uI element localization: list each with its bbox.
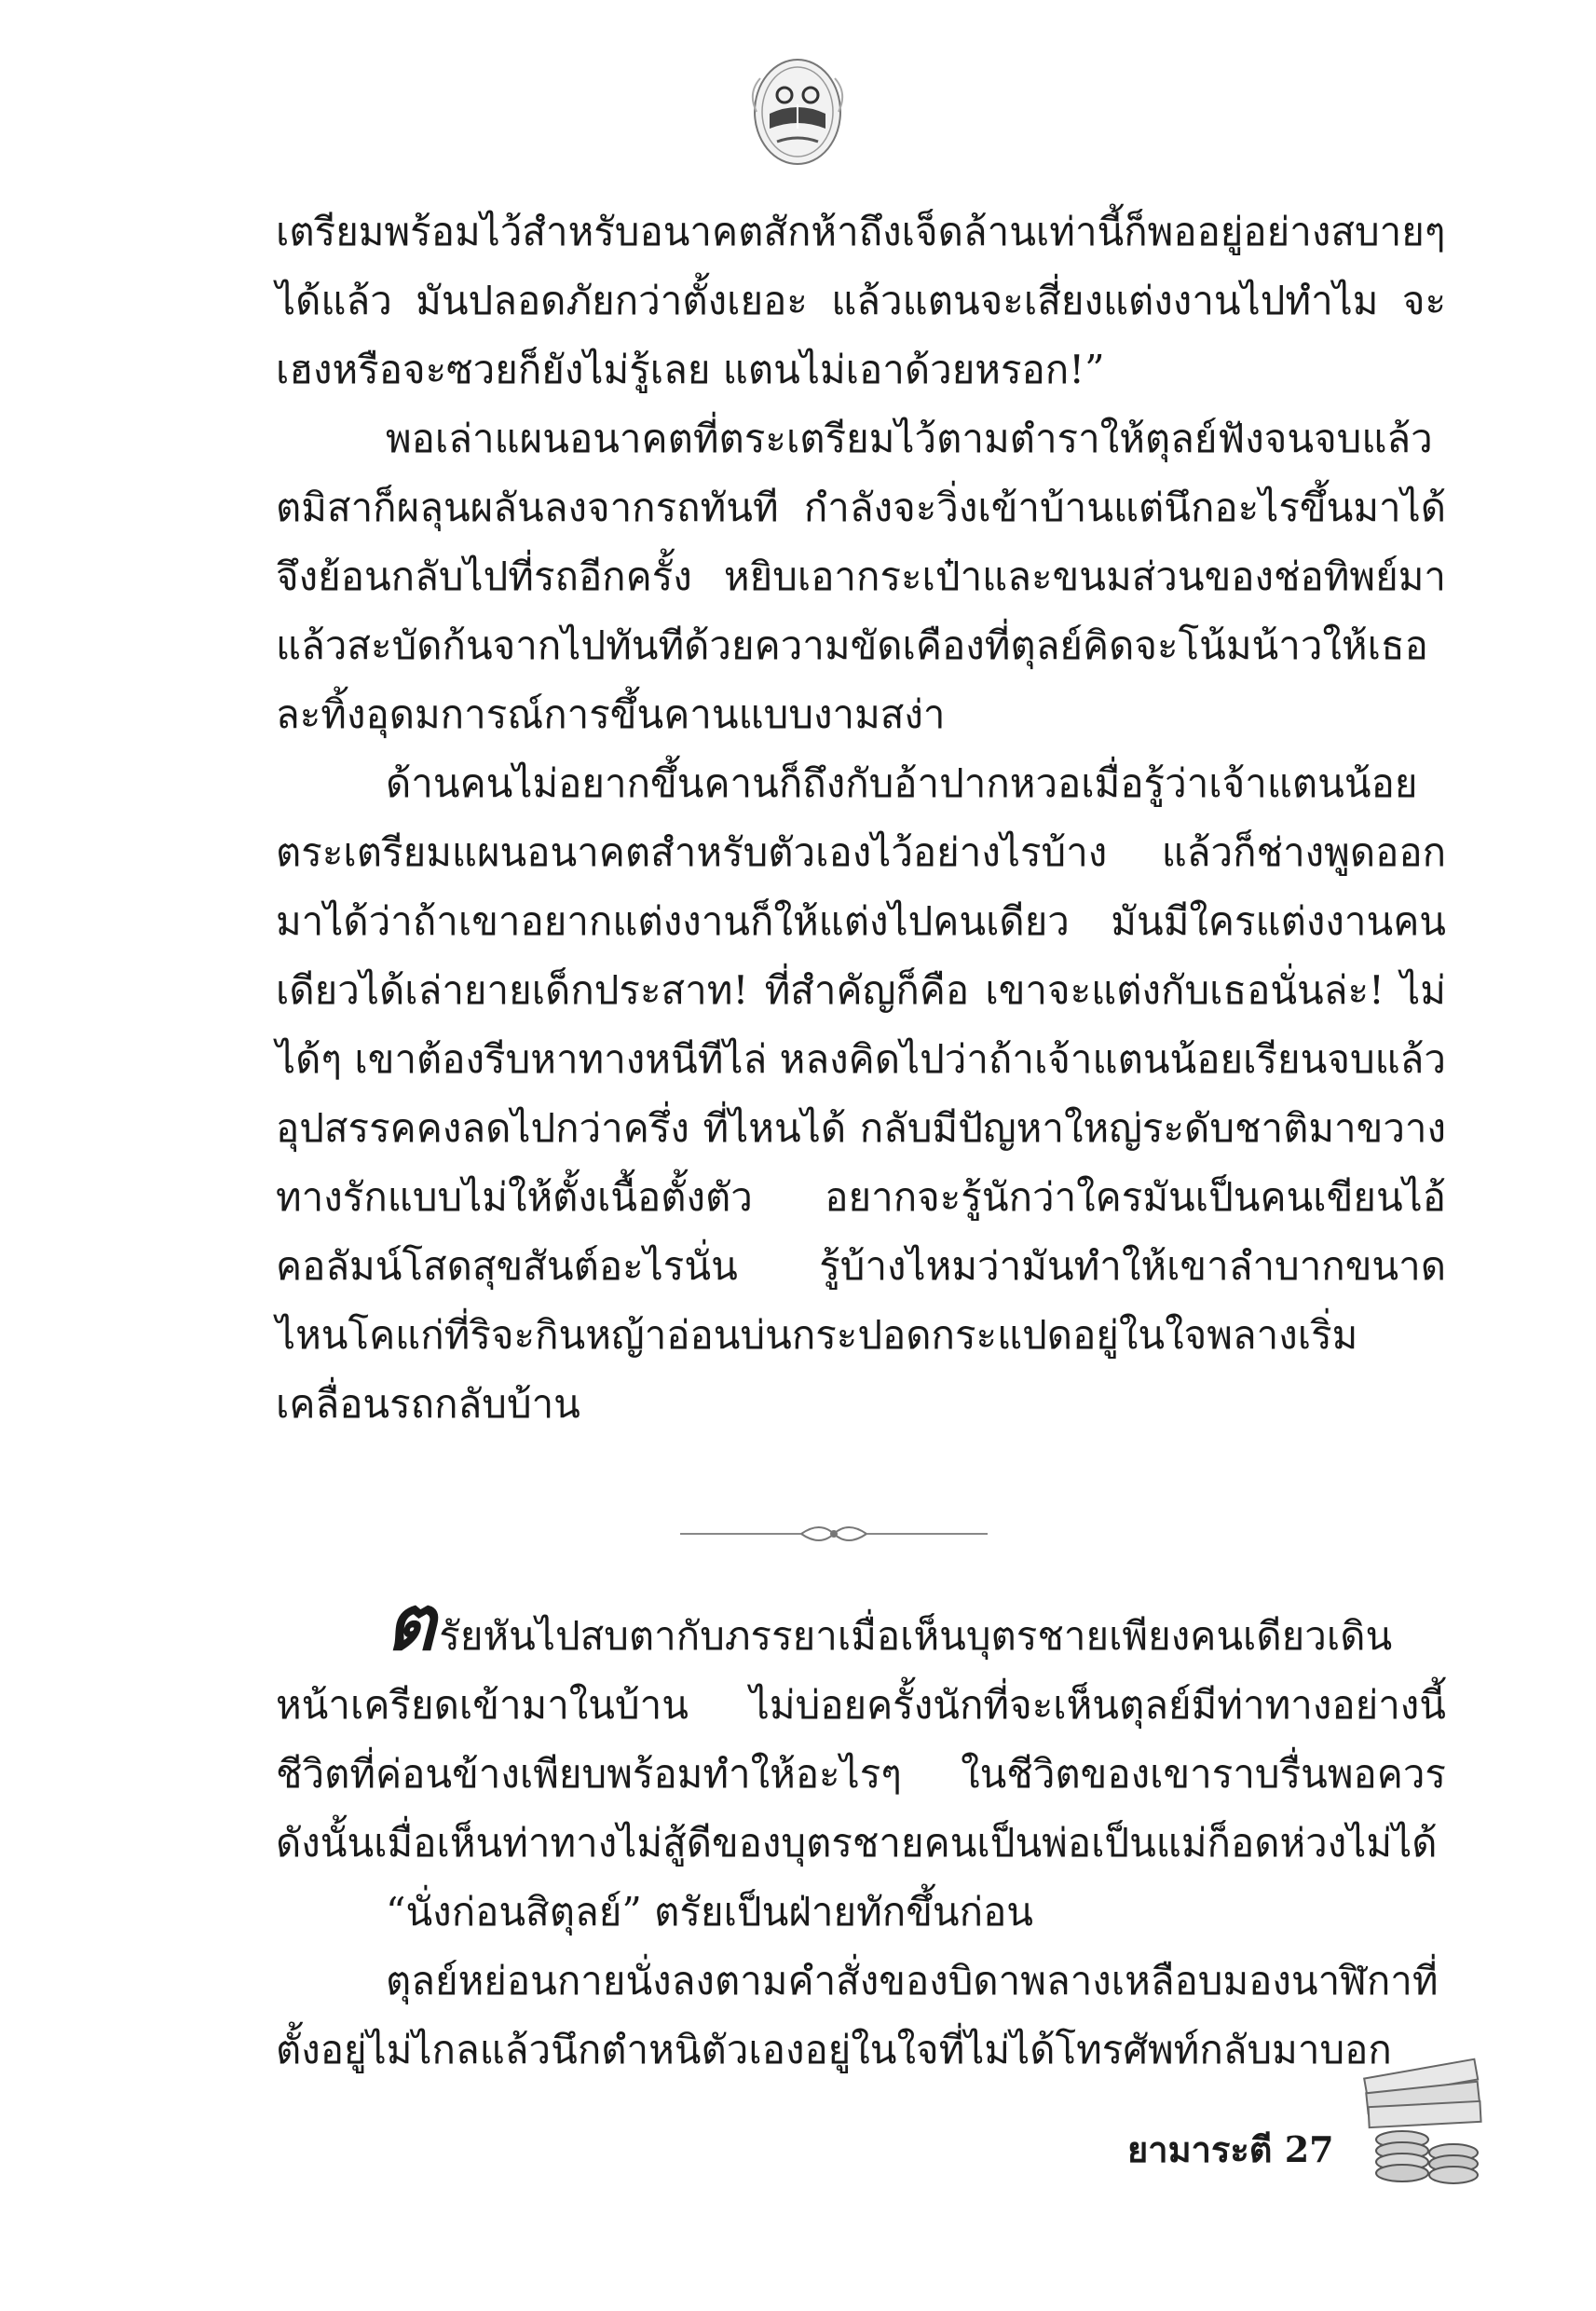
section-2-paragraph-3: ตุลย์หย่อนกายนั่งลงตามคำสั่งของบิดาพลางเหลือบมองนาฬิกาที่ตั้งอยู่ไม่ไกลแล้วนึกตำหนิตัวเองอยู่ในใจที่ไม่ได้โทรศัพท์กลับมาบอก [276, 1958, 1439, 2072]
paragraph-2: พอเล่าแผนอนาคตที่ตระเตรียมไว้ตามตำราให้ตุลย์ฟังจนจบแล้ว ตมิสาก็ผลุนผลันลงจากรถทันที กำลังจะวิ่งเข้าบ้านแต่นึกอะไรขึ้นมาได้ จึงย้อนกลับไปที่รถอีกครั้ง หยิบเอากระเป๋าและขนมส่วนของช่อทิพย์มา แล้วสะบัดก้นจากไปทันทีด้วยความขัดเคืองที่ตุลย์คิดจะโน้มน้าวให้เธอละทิ้งอุดมการณ์การขึ้นคานแบบงามสง่า [276, 416, 1446, 737]
section-2-paragraph-2: “นั่งก่อนสิตุลย์” ตรัยเป็นฝ่ายทักขึ้นก่อน [386, 1889, 1034, 1935]
paragraph-1: เตรียมพร้อมไว้สำหรับอนาคตสักห้าถึงเจ็ดล้านเท่านี้ก็พออยู่อย่างสบายๆ ได้แล้ว มันปลอดภัยกว่าตั้งเยอะ แล้วแตนจะเสี่ยงแต่งงานไปทำไม จะเฮงหรือจะซวยก็ยังไม่รู้เลย แตนไม่เอาด้วยหรอก!” [276, 209, 1446, 392]
section-2-first-paragraph-text: รัยหันไปสบตากับภรรยาเมื่อเห็นบุตรชายเพียงคนเดียวเดินหน้าเครียดเข้ามาในบ้าน ไม่บ่อยครั้งนักที่จะเห็นตุลย์มีท่าทางอย่างนี้ ชีวิตที่ค่อนข้างเพียบพร้อมทำให้อะไรๆ ในชีวิตของเขาราบรื่นพอควร ดังนั้นเมื่อเห็นท่าทางไม่สู้ดีของบุตรชายคนเป็นพ่อเป็นแม่ก็อดห่วงไม่ได้ [276, 1613, 1446, 1866]
section-2 [276, 1579, 1446, 2085]
drop-cap: ต [386, 1579, 436, 1668]
body-text [276, 198, 1446, 1439]
page-number: 27 [1284, 2128, 1334, 2170]
running-footer [1127, 2121, 1334, 2178]
section-2-first-paragraph [276, 1579, 1446, 1878]
book-angel-emblem-icon [751, 56, 844, 168]
book-title: ยามาระตี [1127, 2128, 1273, 2170]
section-divider-ornament [680, 1515, 988, 1552]
paragraph-3: ด้านคนไม่อยากขึ้นคานก็ถึงกับอ้าปากหวอเมื่อรู้ว่าเจ้าแตนน้อยตระเตรียมแผนอนาคตสำหรับตัวเองไว้อย่างไรบ้าง แล้วก็ช่างพูดออกมาได้ว่าถ้าเขาอยากแต่งงานก็ให้แต่งไปคนเดียว มันมีใครแต่งงานคนเดียวได้เล่ายายเด็กประสาท! ที่สำคัญก็คือ เขาจะแต่งกับเธอนั่นล่ะ! ไม่ได้ๆ เขาต้องรีบหาทางหนีทีไล่ หลงคิดไปว่าถ้าเจ้าแตนน้อยเรียนจบแล้ว อุปสรรคคงลดไปกว่าครึ่ง ที่ไหนได้ กลับมีปัญหาใหญ่ระดับชาติมาขวางทางรักแบบไม่ให้ตั้งเนื้อตั้งตัว อยากจะรู้นักว่าใครมันเป็นคนเขียนไอ้คอลัมน์โสดสุขสันต์อะไรนั่น รู้บ้างไหมว่ามันทำให้เขาลำบากขนาดไหนโคแก่ที่ริจะกินหญ้าอ่อนบ่นกระปอดกระแปดอยู่ในใจพลางเริ่มเคลื่อนรถกลับบ้าน [276, 760, 1446, 1427]
money-stack-icon [1356, 2050, 1495, 2190]
